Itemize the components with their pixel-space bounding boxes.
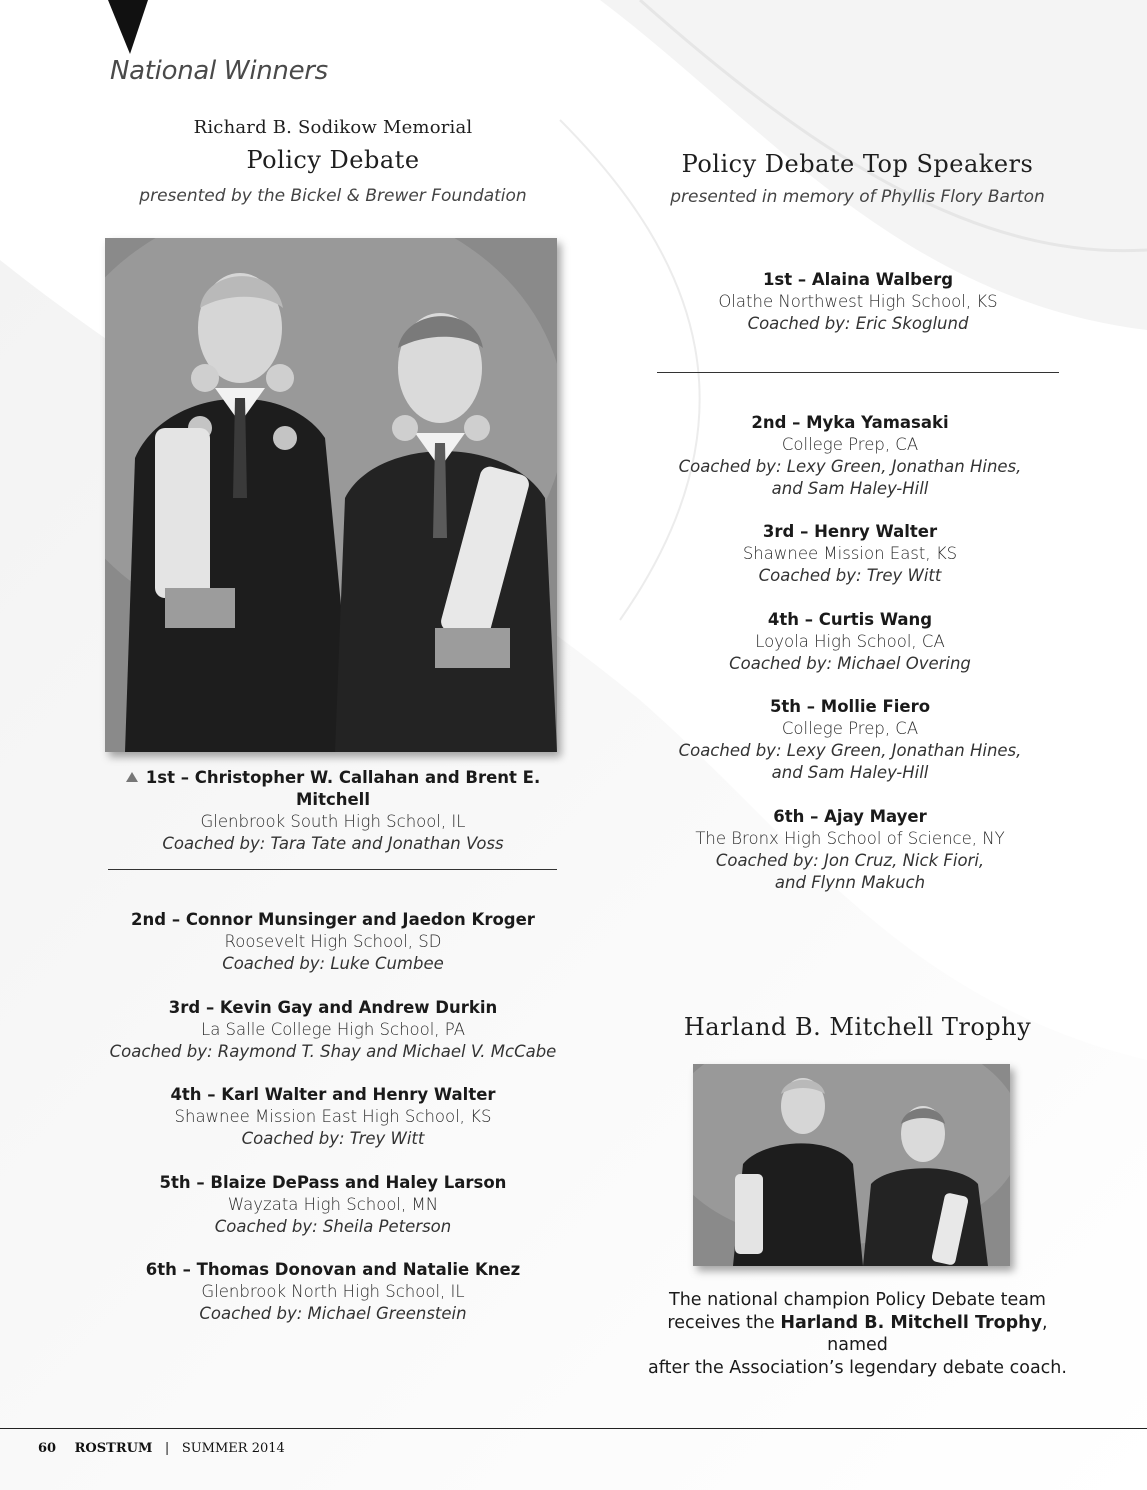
policy-first-school: Glenbrook South High School, IL	[200, 812, 466, 831]
caption-text: , named	[827, 1312, 1048, 1355]
memorial-title: Richard B. Sodikow Memorial	[193, 117, 473, 138]
entry-coach: Coached by: Luke Cumbee	[222, 954, 444, 973]
entry-place: 4th – Karl Walter and Henry Walter	[170, 1085, 496, 1104]
entry-coach: and Sam Haley-Hill	[771, 763, 929, 782]
policy-entry-6	[108, 1259, 558, 1325]
page-footer	[38, 1441, 285, 1456]
entry-place: 1st – Alaina Walberg	[762, 270, 954, 289]
policy-debate-title: Policy Debate	[246, 146, 420, 174]
entry-place: 6th – Ajay Mayer	[773, 807, 927, 826]
entry-place: 4th – Curtis Wang	[767, 610, 933, 629]
entry-place: 3rd – Kevin Gay and Andrew Durkin	[168, 998, 498, 1017]
caption-line	[645, 1312, 1070, 1357]
entry-coach: Coached by: Michael Overing	[729, 654, 971, 673]
caption-line: after the Association’s legendary debate coach.	[648, 1357, 1067, 1378]
entry-coach: Coached by: Trey Witt	[758, 566, 942, 585]
footer-separator: |	[164, 1441, 170, 1456]
speaker-entry-6	[650, 806, 1050, 894]
entry-school: Glenbrook North High School, IL	[201, 1282, 465, 1301]
issue-label: SUMMER 2014	[181, 1441, 285, 1456]
entry-school: College Prep, CA	[781, 435, 919, 454]
entry-coach: Coached by: Trey Witt	[241, 1129, 425, 1148]
entry-coach: Coached by: Eric Skoglund	[747, 314, 969, 333]
entry-coach: Coached by: Jon Cruz, Nick Fiori,	[715, 851, 985, 870]
entry-school: Shawnee Mission East High School, KS	[174, 1107, 492, 1126]
policy-entry-5	[108, 1172, 558, 1238]
entry-school: Wayzata High School, MN	[227, 1195, 439, 1214]
speaker-entry-3	[650, 521, 1050, 587]
caption-trophy-name: Harland B. Mitchell Trophy	[780, 1312, 1043, 1333]
entry-place: 2nd – Myka Yamasaki	[751, 413, 949, 432]
entry-school: Shawnee Mission East, KS	[742, 544, 958, 563]
entry-coach: Coached by: Sheila Peterson	[214, 1217, 452, 1236]
entry-place: 5th – Mollie Fiero	[769, 697, 931, 716]
entry-school: La Salle College High School, PA	[201, 1020, 465, 1039]
champions-photo	[105, 238, 557, 752]
entry-place: 2nd – Connor Munsinger and Jaedon Kroger	[131, 910, 535, 929]
policy-entry-4	[108, 1084, 558, 1150]
divider	[657, 372, 1059, 373]
entry-school: The Bronx High School of Science, NY	[695, 829, 1005, 848]
policy-entry-2	[108, 909, 558, 975]
section-label: National Winners	[110, 56, 328, 86]
entry-coach: and Sam Haley-Hill	[771, 479, 929, 498]
policy-presented-by: presented by the Bickel & Brewer Foundation	[139, 186, 527, 206]
page-number: 60	[38, 1441, 57, 1456]
entry-coach: and Flynn Makuch	[774, 873, 926, 892]
speaker-entry-2	[650, 412, 1050, 500]
entry-school: College Prep, CA	[781, 719, 919, 738]
trophy-caption	[645, 1289, 1070, 1379]
entry-coach: Coached by: Lexy Green, Jonathan Hines,	[678, 741, 1022, 760]
triangle-up-icon	[126, 772, 138, 782]
top-speakers-title: Policy Debate Top Speakers	[681, 150, 1034, 178]
speakers-presented-by: presented in memory of Phyllis Flory Barton	[670, 187, 1045, 207]
entry-school: Olathe Northwest High School, KS	[718, 292, 998, 311]
speaker-entry-5	[650, 696, 1050, 784]
speaker-entry-4	[650, 609, 1050, 675]
policy-first-coach: Coached by: Tara Tate and Jonathan Voss	[162, 834, 504, 853]
corner-tab-icon	[108, 0, 148, 56]
entry-place: 6th – Thomas Donovan and Natalie Knez	[145, 1260, 521, 1279]
magazine-name: ROSTRUM	[74, 1441, 153, 1456]
entry-coach: Coached by: Raymond T. Shay and Michael V. McCabe	[109, 1042, 557, 1061]
entry-coach: Coached by: Michael Greenstein	[199, 1304, 467, 1323]
caption-text: receives the	[667, 1312, 781, 1333]
entry-school: Roosevelt High School, SD	[224, 932, 442, 951]
speaker-first-place	[657, 269, 1059, 335]
entry-place: 5th – Blaize DePass and Haley Larson	[159, 1173, 507, 1192]
divider	[108, 869, 557, 870]
policy-entry-3	[108, 997, 558, 1063]
trophy-title: Harland B. Mitchell Trophy	[683, 1013, 1032, 1041]
footer-rule	[0, 1428, 1147, 1429]
policy-first-place-label: 1st – Christopher W. Callahan and Brent E. Mitchell	[145, 768, 541, 809]
caption-line: The national champion Policy Debate team	[669, 1290, 1046, 1310]
entry-school: Loyola High School, CA	[755, 632, 945, 651]
entry-place: 3rd – Henry Walter	[762, 522, 938, 541]
entry-coach: Coached by: Lexy Green, Jonathan Hines,	[678, 457, 1022, 476]
trophy-photo	[693, 1064, 1010, 1266]
policy-first-place	[108, 767, 558, 855]
